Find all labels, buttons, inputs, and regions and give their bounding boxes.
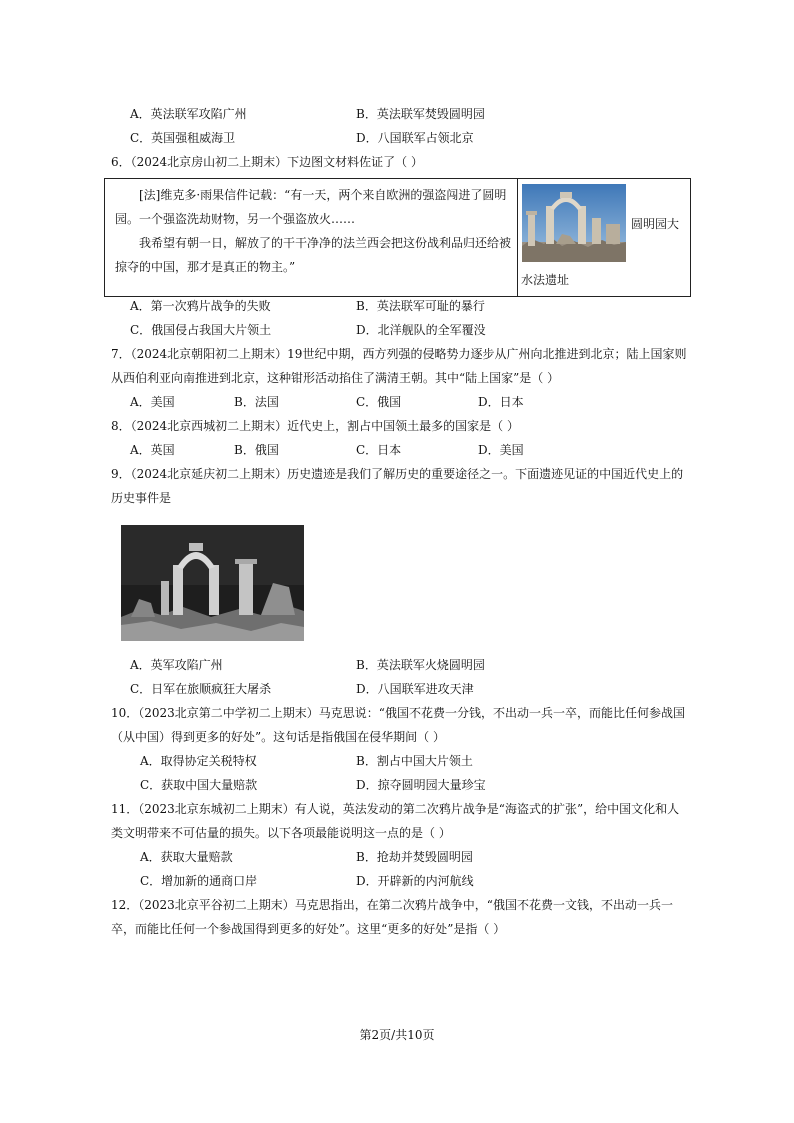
q11-option-b: B．抢劫并焚毁圆明园 [356, 850, 473, 864]
q8-option-d: D．美国 [478, 443, 524, 457]
q7-option-b: B．法国 [234, 395, 279, 409]
q6-option-b: B．英法联军可耻的暴行 [356, 299, 485, 313]
q8-stem: 8．（2024北京西城初二上期末）近代史上，割占中国领土最多的国家是（ ） [111, 419, 519, 433]
q6-quote-paragraph-2: 我希望有朝一日，解放了的干干净净的法兰西会把这份战利品归还给被掠夺的中国，那才是真正的物主。” [115, 236, 512, 274]
q6-option-c: C．俄国侵占我国大片领土 [130, 323, 272, 337]
q9-ruins-photo [121, 525, 304, 641]
q5-option-c: C．英国强租威海卫 [130, 131, 236, 145]
q11-option-d: D．开辟新的内河航线 [356, 874, 474, 888]
q6-option-d: D．北洋舰队的全军覆没 [356, 323, 486, 337]
q12-stem: 12．（2023北京平谷初二上期末）马克思指出，在第二次鸦片战争中，“俄国不花费一文钱，不出动一兵一卒，而能比任何一个参战国得到更多的好处”。这里“更多的好处”是指（ ） [111, 898, 673, 936]
q10-option-c: C．获取中国大量赔款 [140, 778, 258, 792]
q8-option-b: B．俄国 [234, 443, 279, 457]
q6-material-box [104, 178, 691, 297]
q10-stem: 10．（2023北京第二中学初二上期末）马克思说：“俄国不花费一分钱，不出动一兵一卒，而能比任何参战国（从中国）得到更多的好处”。这句话是指俄国在侵华期间（ ） [111, 706, 685, 744]
q10-option-a: A．取得协定关税特权 [140, 754, 257, 768]
q6-caption-line-2: 水法遗址 [521, 273, 570, 287]
q6-quote-paragraph-1: [法]维克多·雨果信件记载：“有一天，两个来自欧洲的强盗闯进了圆明园。一个强盗洗劫财物，另一个强盗放火…… [115, 188, 507, 226]
q7-option-d: D．日本 [478, 395, 524, 409]
page-footer: 第2页/共10页 [359, 1028, 435, 1042]
q8-option-a: A．英国 [130, 443, 175, 457]
q7-option-a: A．美国 [130, 395, 175, 409]
q9-option-d: D．八国联军进攻天津 [356, 682, 474, 696]
q6-caption-line-1: 圆明园大 [631, 217, 680, 231]
q6-box-divider [517, 179, 518, 296]
q7-stem: 7．（2024北京朝阳初二上期末）19世纪中期，西方列强的侵略势力逐步从广州向北推进到北京；陆上国家则从西伯利亚向南推进到北京，这种钳形活动掐住了满清王朝。其中“陆上国家”是（ ） [111, 347, 687, 385]
q11-option-c: C．增加新的通商口岸 [140, 874, 258, 888]
q7-option-c: C．俄国 [356, 395, 402, 409]
q9-stem: 9．（2024北京延庆初二上期末）历史遗迹是我们了解历史的重要途径之一。下面遗迹见证的中国近代史上的历史事件是 [111, 467, 684, 505]
q9-option-c: C．日军在旅顺疯狂大屠杀 [130, 682, 272, 696]
q10-option-d: D．掠夺圆明园大量珍宝 [356, 778, 486, 792]
q9-option-a: A．英军攻陷广州 [130, 658, 223, 672]
q11-stem: 11．（2023北京东城初二上期末）有人说，英法发动的第二次鸦片战争是“海盗式的扩张”，给中国文化和人类文明带来不可估量的损失。以下各项最能说明这一点的是（ ） [111, 802, 680, 840]
q6-ruins-photo [522, 184, 626, 262]
q6-stem: 6．（2024北京房山初二上期末）下边图文材料佐证了（ ） [111, 155, 423, 169]
q10-option-b: B．割占中国大片领土 [356, 754, 473, 768]
q5-option-d: D．八国联军占领北京 [356, 131, 474, 145]
q8-option-c: C．日本 [356, 443, 402, 457]
q11-option-a: A．获取大量赔款 [140, 850, 233, 864]
q5-option-b: B．英法联军焚毁圆明园 [356, 107, 485, 121]
q6-option-a: A．第一次鸦片战争的失败 [130, 299, 271, 313]
q5-option-a: A．英法联军攻陷广州 [130, 107, 247, 121]
q6-quote [115, 183, 513, 279]
q9-option-b: B．英法联军火烧圆明园 [356, 658, 485, 672]
